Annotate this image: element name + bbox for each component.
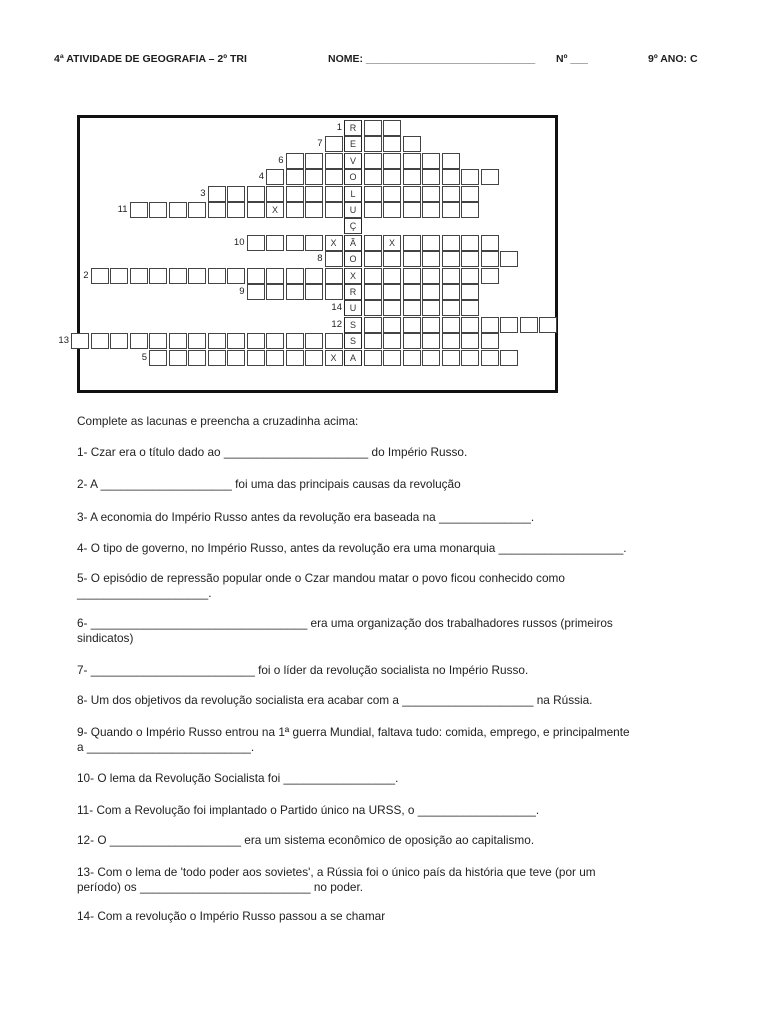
crossword-cell[interactable] bbox=[442, 268, 460, 284]
crossword-cell[interactable] bbox=[364, 284, 382, 300]
crossword-cell[interactable] bbox=[403, 333, 421, 349]
crossword-cell[interactable] bbox=[461, 333, 479, 349]
crossword-cell[interactable] bbox=[422, 235, 440, 251]
crossword-cell[interactable] bbox=[305, 186, 323, 202]
crossword-cell[interactable] bbox=[383, 350, 401, 366]
crossword-cell[interactable] bbox=[305, 333, 323, 349]
crossword-cell[interactable] bbox=[461, 300, 479, 316]
crossword-cell[interactable] bbox=[188, 268, 206, 284]
question-13-continued[interactable]: período) os __________________________ no poder. bbox=[77, 880, 364, 894]
crossword-cell[interactable] bbox=[403, 317, 421, 333]
crossword-cell[interactable] bbox=[247, 350, 265, 366]
crossword-cell[interactable] bbox=[364, 202, 382, 218]
crossword-cell[interactable] bbox=[208, 186, 226, 202]
crossword-cell[interactable] bbox=[325, 251, 343, 267]
crossword-cell[interactable] bbox=[539, 317, 557, 333]
crossword-cell[interactable] bbox=[364, 235, 382, 251]
crossword-cell[interactable] bbox=[266, 350, 284, 366]
crossword-cell[interactable] bbox=[227, 186, 245, 202]
crossword-cell[interactable] bbox=[188, 350, 206, 366]
crossword-clue-number: 14 bbox=[331, 302, 342, 314]
crossword-key-cell[interactable]: A bbox=[344, 350, 362, 366]
crossword-cell[interactable] bbox=[442, 284, 460, 300]
crossword-key-cell[interactable]: S bbox=[344, 333, 362, 349]
crossword-cell[interactable] bbox=[247, 202, 265, 218]
crossword-cell[interactable] bbox=[403, 350, 421, 366]
crossword-cell[interactable] bbox=[442, 251, 460, 267]
crossword-cell[interactable] bbox=[461, 284, 479, 300]
question-6[interactable]: 6- _________________________________ era uma organização dos trabalhadores russos (primeiros bbox=[77, 616, 613, 630]
crossword-cell[interactable] bbox=[500, 317, 518, 333]
crossword-clue-number: 9 bbox=[239, 286, 245, 297]
crossword-cell[interactable] bbox=[266, 186, 284, 202]
question-9-continued[interactable]: a _________________________. bbox=[77, 740, 255, 754]
crossword-cell[interactable] bbox=[422, 300, 440, 316]
crossword-cell[interactable] bbox=[461, 235, 479, 251]
crossword-cell[interactable] bbox=[286, 333, 304, 349]
crossword-key-cell[interactable]: Ç bbox=[344, 218, 362, 234]
crossword-cell[interactable] bbox=[500, 251, 518, 267]
question-4[interactable]: 4- O tipo de governo, no Império Russo, antes da revolução era uma monarquia ___________________. bbox=[77, 541, 627, 555]
crossword-cell[interactable] bbox=[325, 153, 343, 169]
crossword-cell[interactable] bbox=[403, 251, 421, 267]
crossword-cell[interactable] bbox=[325, 202, 343, 218]
crossword-cell[interactable] bbox=[266, 169, 284, 185]
crossword-cell[interactable] bbox=[442, 202, 460, 218]
crossword-cell[interactable] bbox=[403, 153, 421, 169]
crossword-cell[interactable] bbox=[364, 268, 382, 284]
crossword-cell[interactable] bbox=[286, 202, 304, 218]
crossword-cell[interactable] bbox=[442, 186, 460, 202]
crossword-cell[interactable] bbox=[130, 268, 148, 284]
crossword-cell[interactable] bbox=[461, 202, 479, 218]
crossword-cell[interactable] bbox=[149, 350, 167, 366]
question-7[interactable]: 7- _________________________ foi o líder da revolução socialista no Império Russo. bbox=[77, 663, 529, 677]
question-12[interactable]: 12- O ____________________ era um sistema econômico de oposição ao capitalismo. bbox=[77, 833, 535, 847]
name-field[interactable]: NOME: _____________________________ bbox=[328, 53, 536, 65]
crossword-clue-number: 13 bbox=[58, 335, 69, 347]
crossword-cell[interactable] bbox=[383, 202, 401, 218]
crossword-cell[interactable] bbox=[422, 169, 440, 185]
crossword-clue-number: 11 bbox=[117, 204, 128, 215]
crossword-cell[interactable] bbox=[403, 300, 421, 316]
crossword-cell[interactable] bbox=[286, 268, 304, 284]
crossword-cell[interactable] bbox=[520, 317, 538, 333]
crossword-cell[interactable] bbox=[169, 268, 187, 284]
crossword-cell[interactable] bbox=[383, 300, 401, 316]
number-field[interactable]: Nº ___ bbox=[556, 53, 588, 65]
question-2[interactable]: 2- A ____________________ foi uma das principais causas da revolução bbox=[77, 477, 461, 491]
crossword-cell[interactable] bbox=[403, 186, 421, 202]
crossword-cell[interactable] bbox=[305, 202, 323, 218]
crossword-cell[interactable] bbox=[442, 317, 460, 333]
crossword-cell[interactable] bbox=[130, 333, 148, 349]
crossword-cell[interactable] bbox=[422, 186, 440, 202]
crossword-clue-number: 12 bbox=[331, 318, 342, 330]
question-8[interactable]: 8- Um dos objetivos da revolução socialista era acabar com a ____________________ na Rússia. bbox=[77, 693, 593, 707]
crossword-cell[interactable] bbox=[461, 317, 479, 333]
crossword-cell[interactable] bbox=[208, 333, 226, 349]
crossword-cell[interactable] bbox=[305, 268, 323, 284]
crossword-key-cell[interactable]: R bbox=[344, 284, 362, 300]
crossword-cell[interactable] bbox=[383, 186, 401, 202]
question-5-continued[interactable]: ____________________. bbox=[77, 586, 212, 600]
crossword-cell[interactable] bbox=[286, 350, 304, 366]
crossword-cell[interactable] bbox=[364, 186, 382, 202]
crossword-cell[interactable] bbox=[169, 333, 187, 349]
crossword-cell[interactable] bbox=[266, 333, 284, 349]
crossword-cell[interactable] bbox=[364, 251, 382, 267]
crossword-cell[interactable] bbox=[325, 268, 343, 284]
crossword-cell[interactable] bbox=[286, 284, 304, 300]
crossword-cell[interactable] bbox=[169, 350, 187, 366]
crossword-cell[interactable] bbox=[481, 235, 499, 251]
crossword-cell[interactable] bbox=[481, 268, 499, 284]
crossword-cell[interactable] bbox=[305, 350, 323, 366]
crossword-cell[interactable] bbox=[422, 153, 440, 169]
crossword-cell[interactable] bbox=[325, 186, 343, 202]
crossword-cell[interactable] bbox=[208, 202, 226, 218]
crossword-cell[interactable] bbox=[364, 169, 382, 185]
crossword-cell[interactable] bbox=[266, 235, 284, 251]
crossword-cell[interactable] bbox=[266, 284, 284, 300]
crossword-cell[interactable] bbox=[91, 333, 109, 349]
question-1[interactable]: 1- Czar era o título dado ao ______________________ do Império Russo. bbox=[77, 445, 468, 459]
crossword-cell[interactable] bbox=[325, 333, 343, 349]
crossword-cell[interactable] bbox=[442, 169, 460, 185]
crossword-cell[interactable] bbox=[91, 268, 109, 284]
crossword-cell[interactable] bbox=[364, 317, 382, 333]
instructions: Complete as lacunas e preencha a cruzadinha acima: bbox=[77, 414, 359, 428]
crossword-clue-number: 6 bbox=[278, 154, 284, 166]
crossword-cell[interactable] bbox=[286, 186, 304, 202]
question-3[interactable]: 3- A economia do Império Russo antes da revolução era baseada na ______________. bbox=[77, 510, 535, 524]
question-11[interactable]: 11- Com a Revolução foi implantado o Partido único na URSS, o __________________. bbox=[77, 803, 540, 817]
question-10[interactable]: 10- O lema da Revolução Socialista foi _________________. bbox=[77, 771, 399, 785]
crossword-cell[interactable] bbox=[188, 202, 206, 218]
crossword-cell[interactable] bbox=[325, 136, 343, 152]
crossword-cell[interactable] bbox=[247, 268, 265, 284]
crossword-cell[interactable] bbox=[364, 333, 382, 349]
crossword-cell[interactable] bbox=[305, 153, 323, 169]
crossword-cell[interactable] bbox=[383, 284, 401, 300]
crossword-cell[interactable] bbox=[169, 202, 187, 218]
crossword-cell[interactable] bbox=[149, 268, 167, 284]
crossword-cell[interactable] bbox=[383, 251, 401, 267]
crossword-cell[interactable]: X bbox=[325, 235, 343, 251]
crossword-key-cell[interactable]: L bbox=[344, 186, 362, 202]
crossword-cell[interactable] bbox=[286, 235, 304, 251]
crossword-cell[interactable] bbox=[461, 268, 479, 284]
crossword-cell[interactable] bbox=[71, 333, 89, 349]
crossword-clue-number: 3 bbox=[200, 187, 206, 199]
crossword-cell[interactable] bbox=[442, 153, 460, 169]
crossword-cell[interactable] bbox=[422, 333, 440, 349]
crossword-clue-number: 7 bbox=[317, 138, 323, 150]
crossword-cell[interactable] bbox=[383, 333, 401, 349]
crossword-cell[interactable] bbox=[305, 235, 323, 251]
crossword-cell[interactable] bbox=[422, 251, 440, 267]
crossword-cell[interactable] bbox=[286, 153, 304, 169]
crossword-cell[interactable] bbox=[403, 268, 421, 284]
crossword-cell[interactable] bbox=[227, 333, 245, 349]
crossword-key-cell[interactable]: E bbox=[344, 136, 362, 152]
crossword-cell[interactable] bbox=[383, 169, 401, 185]
crossword-key-cell[interactable]: O bbox=[344, 169, 362, 185]
crossword-cell[interactable] bbox=[247, 333, 265, 349]
crossword-key-cell[interactable]: U bbox=[344, 300, 362, 316]
question-5[interactable]: 5- O episódio de repressão popular onde o Czar mandou matar o povo ficou conhecido como bbox=[77, 571, 565, 585]
crossword-key-cell[interactable]: S bbox=[344, 317, 362, 333]
question-13[interactable]: 13- Com o lema de 'todo poder aos sovietes', a Rússia foi o único país da história que teve (por um bbox=[77, 865, 596, 879]
crossword-clue-number: 5 bbox=[141, 351, 147, 363]
crossword-key-cell[interactable]: X bbox=[344, 268, 362, 284]
crossword-cell[interactable]: X bbox=[325, 350, 343, 366]
crossword-cell[interactable] bbox=[442, 300, 460, 316]
crossword-key-cell[interactable]: U bbox=[344, 202, 362, 218]
crossword-cell[interactable] bbox=[442, 235, 460, 251]
crossword-key-cell[interactable]: R bbox=[344, 120, 362, 136]
crossword-cell[interactable] bbox=[403, 202, 421, 218]
crossword-key-cell[interactable]: O bbox=[344, 251, 362, 267]
crossword-cell[interactable] bbox=[461, 251, 479, 267]
crossword-cell[interactable] bbox=[422, 268, 440, 284]
crossword-cell[interactable] bbox=[481, 169, 499, 185]
crossword-cell[interactable] bbox=[325, 284, 343, 300]
crossword-cell[interactable] bbox=[422, 350, 440, 366]
crossword-cell[interactable] bbox=[403, 284, 421, 300]
crossword-cell[interactable]: X bbox=[266, 202, 284, 218]
crossword-cell[interactable] bbox=[227, 350, 245, 366]
crossword-cell[interactable] bbox=[403, 136, 421, 152]
crossword-cell[interactable] bbox=[364, 153, 382, 169]
crossword-cell[interactable] bbox=[364, 120, 382, 136]
crossword-cell[interactable] bbox=[383, 153, 401, 169]
crossword-cell[interactable] bbox=[325, 169, 343, 185]
crossword-clue-number: 8 bbox=[317, 253, 323, 265]
crossword-cell[interactable] bbox=[266, 268, 284, 284]
crossword-cell[interactable] bbox=[383, 136, 401, 152]
crossword-cell[interactable] bbox=[110, 268, 128, 284]
crossword-cell[interactable] bbox=[422, 202, 440, 218]
crossword-cell[interactable] bbox=[247, 284, 265, 300]
crossword-key-cell[interactable]: V bbox=[344, 153, 362, 169]
crossword-clue-number: 1 bbox=[336, 122, 342, 133]
crossword-clue-number: 2 bbox=[83, 269, 89, 281]
crossword-cell[interactable] bbox=[442, 333, 460, 349]
crossword-cell[interactable] bbox=[403, 169, 421, 185]
crossword-cell[interactable] bbox=[364, 136, 382, 152]
crossword-cell[interactable] bbox=[461, 350, 479, 366]
question-6-continued[interactable]: sindicatos) bbox=[77, 631, 134, 645]
crossword-cell[interactable] bbox=[305, 284, 323, 300]
crossword-cell[interactable] bbox=[383, 268, 401, 284]
crossword-cell[interactable] bbox=[208, 268, 226, 284]
crossword-cell[interactable] bbox=[481, 317, 499, 333]
crossword-cell[interactable] bbox=[481, 333, 499, 349]
crossword-cell[interactable] bbox=[422, 284, 440, 300]
crossword-cell[interactable] bbox=[247, 235, 265, 251]
crossword-cell[interactable]: X bbox=[383, 235, 401, 251]
crossword-cell[interactable] bbox=[481, 251, 499, 267]
crossword-cell[interactable] bbox=[461, 186, 479, 202]
crossword-cell[interactable] bbox=[149, 333, 167, 349]
crossword-cell[interactable] bbox=[481, 350, 499, 366]
crossword-cell[interactable] bbox=[227, 268, 245, 284]
crossword-cell[interactable] bbox=[227, 202, 245, 218]
question-9[interactable]: 9- Quando o Império Russo entrou na 1ª guerra Mundial, faltava tudo: comida, emprego, e principalmente bbox=[77, 725, 630, 739]
crossword-clue-number: 4 bbox=[258, 171, 264, 183]
crossword-cell[interactable] bbox=[188, 333, 206, 349]
crossword-cell[interactable] bbox=[208, 350, 226, 366]
crossword-cell[interactable] bbox=[110, 333, 128, 349]
crossword-cell[interactable] bbox=[247, 186, 265, 202]
crossword-cell[interactable] bbox=[286, 169, 304, 185]
crossword-cell[interactable] bbox=[305, 169, 323, 185]
crossword-cell[interactable] bbox=[461, 169, 479, 185]
crossword-cell[interactable] bbox=[383, 120, 401, 136]
crossword-cell[interactable] bbox=[383, 317, 401, 333]
question-14[interactable]: 14- Com a revolução o Império Russo passou a se chamar bbox=[77, 909, 386, 923]
crossword-cell[interactable] bbox=[442, 350, 460, 366]
crossword-cell[interactable] bbox=[500, 350, 518, 366]
crossword-cell[interactable] bbox=[364, 350, 382, 366]
crossword-cell[interactable] bbox=[422, 317, 440, 333]
crossword-cell[interactable] bbox=[364, 300, 382, 316]
grade-label: 9º ANO: C bbox=[648, 53, 698, 65]
crossword-cell[interactable] bbox=[149, 202, 167, 218]
activity-title: 4ª ATIVIDADE DE GEOGRAFIA – 2º TRI bbox=[54, 53, 247, 65]
crossword-cell[interactable] bbox=[130, 202, 148, 218]
crossword-key-cell[interactable]: Ã bbox=[344, 235, 362, 251]
crossword-clue-number: 10 bbox=[233, 236, 245, 248]
crossword-cell[interactable] bbox=[403, 235, 421, 251]
